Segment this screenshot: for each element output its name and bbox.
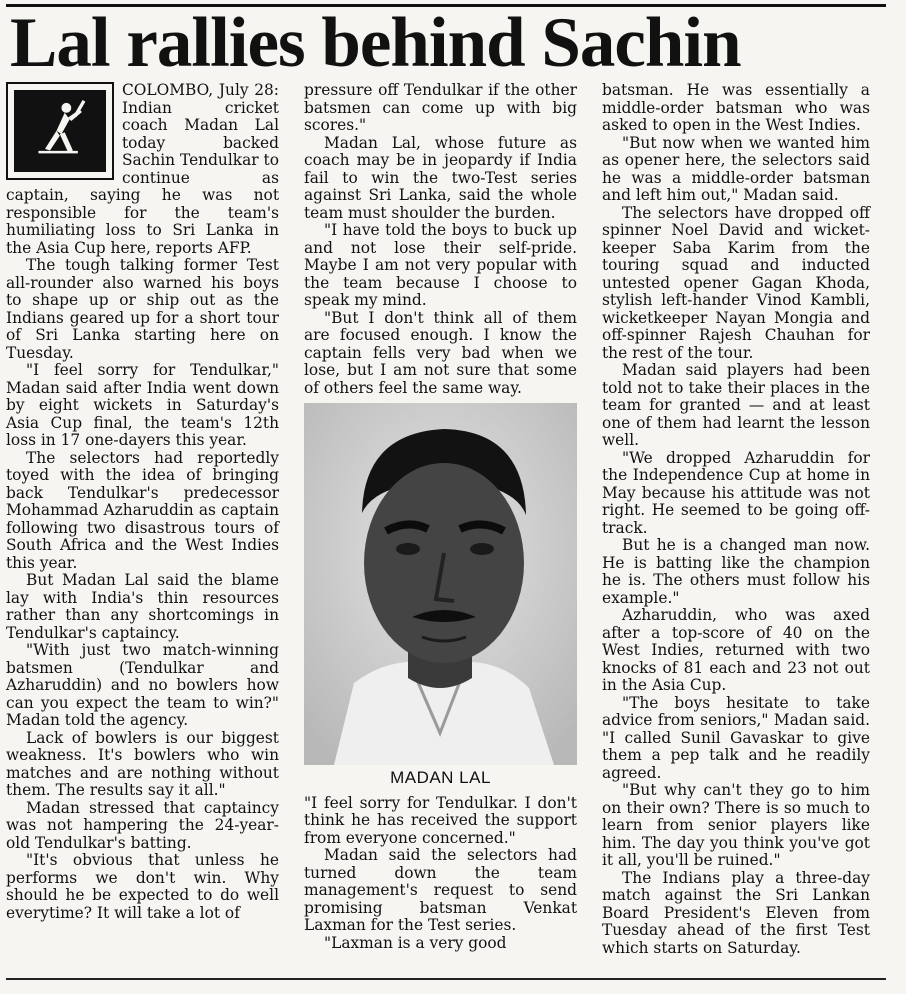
paragraph: "I feel sorry for Tendulkar," Madan said after India went down by eight wickets in Saturday's Asia Cup final, the team's 12th loss in 17 one-dayers this year.: [6, 361, 279, 449]
paragraph: Madan Lal, whose future as coach may be in jeopardy if India fail to win the two-Test series against Sri Lanka, said the whole team must shoulder the burden.: [304, 133, 577, 222]
paragraph: "The boys hesitate to take advice from seniors," Madan said. "I called Sunil Gavaskar to give them a pep talk and he readily agreed.: [602, 693, 870, 782]
paragraph: The selectors had reportedly toyed with the idea of bringing back Tendulkar's predecessor Mohammad Azharuddin as captain following two disastrous tours of South Africa and the West Indies this year.: [6, 448, 279, 572]
paragraph: batsman. He was essentially a middle-order batsman who was asked to open in the West Indies.: [602, 81, 870, 134]
paragraph: Lack of bowlers is our biggest weakness. It's bowlers who win matches and are nothing without them. The results say it all.": [6, 728, 279, 799]
paragraph: The selectors have dropped off spinner Noel David and wicket-keeper Saba Karim from the touring squad and inducted untested opener Gagan Khoda, stylish left-hander Vinod Kambli, wicketkeeper Nayan Mongia and off-spinner Rajesh Chauhan for the rest of the tour.: [602, 203, 870, 362]
paragraph: "Laxman is a very good: [324, 933, 507, 952]
paragraph: "But why can't they go to him on their own? There is so much to learn from senior players like him. The day you think you've got it all, you'll be ruined.": [602, 781, 870, 869]
photo-caption: MADAN LAL: [390, 768, 491, 787]
paragraph: "But I don't think all of them are focused enough. I know the captain fells very bad when we lose, but I am not sure that some of others feel the same way.: [304, 308, 577, 397]
paragraph: "We dropped Azharuddin for the Independence Cup at home in May because his attitude was not right. He seemed to be going off-track.: [602, 448, 870, 537]
paragraph: "But now when we wanted him as opener here, the selectors said he was a middle-order batsman and left him out," Madan said.: [602, 133, 870, 204]
cricket-logo-icon: [6, 82, 114, 180]
paragraph: The tough talking former Test all-rounder also warned his boys to shape up or ship out as the Indians geared up for a short tour of Sri Lanka starting here on Tuesday.: [6, 256, 279, 362]
article-column-2: [304, 82, 577, 952]
paragraph: Azharuddin, who was axed after a top-score of 40 on the West Indies, returned with two knocks of 81 each and 23 not out in the Asia Cup.: [602, 606, 870, 694]
article-column-3: [602, 82, 870, 957]
headline: Lal rallies behind Sachin: [10, 4, 741, 82]
paragraph: The Indians play a three-day match against the Sri Lankan Board President's Eleven from Tuesday ahead of the first Test which starts on Saturday.: [602, 868, 870, 957]
paragraph: "With just two match-winning batsmen (Tendulkar and Azharuddin) and no bowlers how can you expect the team to win?" Madan told the agency.: [6, 641, 279, 729]
paragraph: "I feel sorry for Tendulkar. I don't think he has received the support from everyone concerned.": [304, 793, 577, 847]
article-column-1: [6, 82, 279, 922]
paragraph: Madan said the selectors had turned down the team management's request to send promising batsman Venkat Laxman for the Test series.: [304, 846, 577, 934]
bottom-rule: [6, 978, 886, 980]
paragraph: "I have told the boys to buck up and not lose their self-pride. Maybe I am not very popular with the team because I choose to speak my mind.: [304, 221, 577, 309]
paragraph: But Madan Lal said the blame lay with India's thin resources rather than any shortcomings in Tendulkar's captaincy.: [6, 571, 279, 642]
paragraph: But he is a changed man now. He is batting like the champion he is. The others must follow his example.": [602, 536, 870, 607]
paragraph: Madan said players had been told not to take their places in the team for granted — and at least one of them had learnt the lesson well.: [602, 361, 870, 449]
paragraph: COLOMBO, July 28: Indian cricket coach Madan Lal today backed Sachin Tendulkar to continue as captain, saying he was not responsible for the team's humiliating loss to Sri Lanka in the Asia Cup here, reports AFP.: [6, 81, 279, 257]
paragraph: Madan stressed that captaincy was not hampering the 24-year-old Tendulkar's batting.: [6, 798, 279, 852]
paragraph: pressure off Tendulkar if the other batsmen can come up with big scores.": [304, 81, 577, 134]
paragraph: "It's obvious that unless he performs we don't win. Why should he be expected to do well everytime? It will take a lot of: [6, 851, 279, 922]
madan-lal-photo: [304, 403, 577, 765]
